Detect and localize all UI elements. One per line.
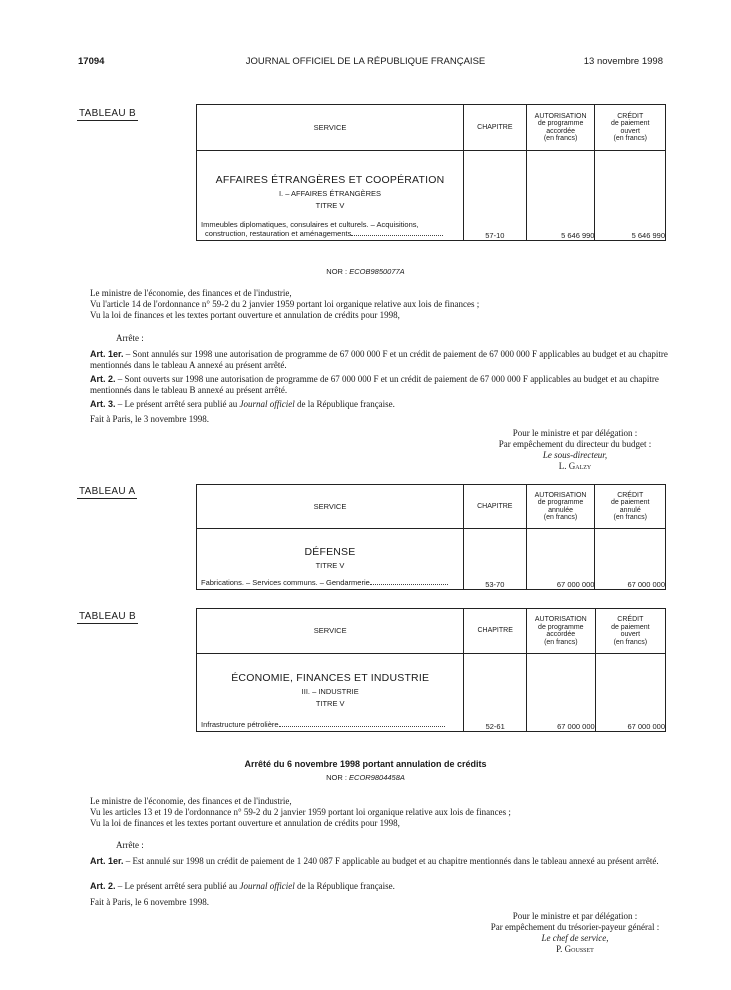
journal-title: JOURNAL OFFICIEL DE LA RÉPUBLIQUE FRANÇAISE	[245, 56, 486, 67]
col-chapitre-header: CHAPITRE	[463, 485, 526, 529]
decree2-intro-line: Le ministre de l'économie, des finances et de l'industrie,	[90, 796, 292, 806]
issue-date: 13 novembre 1998	[583, 56, 663, 67]
table3	[196, 608, 666, 732]
table3-service-cell	[197, 654, 464, 732]
decree2-intro-line: Vu les articles 13 et 19 de l'ordonnance n° 59-2 du 2 janvier 1959 portant loi organique relative aux lois de finances ;	[90, 807, 511, 817]
table2-item-line: Fabrications. – Services communs. – Gendarmerie	[197, 578, 463, 589]
table1-label: TABLEAU B	[79, 108, 136, 119]
decree1-signatory: L. Galzy	[558, 461, 592, 471]
table1-credit: 5 646 990	[595, 151, 666, 241]
decree1-art3: Art. 3. – Le présent arrêté sera publié au Journal officiel de la République française.	[90, 399, 395, 409]
decree2-art1: Art. 1er. – Est annulé sur 1998 un crédit de paiement de 1 240 087 F applicable au budget et au chapitre mentionnés dans le tableau annexé au présent arrêté.	[90, 856, 659, 866]
table1-subsection: I. – AFFAIRES ÉTRANGÈRES	[278, 189, 382, 198]
table3-section-title: ÉCONOMIE, FINANCES ET INDUSTRIE	[231, 672, 430, 684]
decree1-nor: NOR : ECOB9850077A	[326, 267, 405, 276]
col-chapitre-header: CHAPITRE	[464, 105, 527, 151]
table2-credit: 67 000 000	[595, 529, 666, 590]
decree2-nor: NOR : ECOR9804458A	[326, 773, 405, 782]
table1	[196, 104, 666, 241]
table1-item-line1: Immeubles diplomatiques, consulaires et culturels. – Acquisitions,	[201, 220, 419, 229]
col-service-header: SERVICE	[197, 485, 464, 529]
decree2-heading: Arrêté du 6 novembre 1998 portant annulation de crédits	[244, 759, 487, 769]
decree1-arrete: Arrête :	[116, 333, 144, 343]
decree1-fait: Fait à Paris, le 3 novembre 1998.	[90, 414, 209, 424]
table2-titre: TITRE V	[315, 561, 345, 570]
col-service-header: SERVICE	[197, 105, 464, 151]
table1-service-cell	[197, 151, 464, 241]
decree1-signature: Pour le ministre et par délégation : Par empêchement du directeur du budget : Le sous-directeur, L. Galzy	[450, 428, 700, 472]
decree1-intro-line: Vu la loi de finances et les textes portant ouverture et annulation de crédits pour 1998,	[90, 310, 400, 320]
table1-autorisation: 5 646 990	[526, 151, 595, 241]
col-chapitre-header: CHAPITRE	[464, 609, 527, 654]
table3-label: TABLEAU B	[79, 611, 136, 622]
decree2-fait: Fait à Paris, le 6 novembre 1998.	[90, 897, 209, 907]
col-service-header: SERVICE	[197, 609, 464, 654]
table3-chapitre: 52-61	[464, 654, 527, 732]
decree1-art1: Art. 1er. – Sont annulés sur 1998 une autorisation de programme de 67 000 000 F et un crédit de paiement de 67 000 000 F applicables au budget et au chapitre mentionnés dans le tableau A annexé au présent arrêté.	[90, 349, 668, 370]
table3-item-line: Infrastructure pétrolière	[197, 720, 463, 731]
table1-item-line2: construction, restauration et aménagements	[197, 229, 463, 240]
decree2-signatory: P. Gousset	[556, 944, 594, 954]
table2-chapitre: 53-70	[463, 529, 526, 590]
col-credit-header: CRÉDIT de paiement ouvert (en francs)	[595, 609, 665, 654]
table1-section-title: AFFAIRES ÉTRANGÈRES ET COOPÉRATION	[215, 174, 445, 186]
table2-label: TABLEAU A	[79, 486, 136, 497]
col-credit-header: CRÉDIT de paiement annulé (en francs)	[595, 485, 666, 529]
table3-subsection: III. – INDUSTRIE	[301, 687, 359, 696]
col-autorisation-header: AUTORISATION de programme annulée (en francs)	[526, 485, 595, 529]
decree2-arrete: Arrête :	[116, 840, 144, 850]
table2-section-title: DÉFENSE	[304, 546, 356, 558]
page-number: 17094	[78, 56, 105, 67]
decree2-art2: Art. 2. – Le présent arrêté sera publié au Journal officiel de la République française.	[90, 881, 395, 891]
table3-autorisation: 67 000 000	[526, 654, 595, 732]
table2-service-cell	[197, 529, 464, 590]
col-credit-header: CRÉDIT de paiement ouvert (en francs)	[595, 105, 666, 151]
decree1-art2: Art. 2. – Sont ouverts sur 1998 une autorisation de programme de 67 000 000 F et un crédit de paiement de 67 000 000 F applicables au budget et au chapitre mentionnés dans le tableau B annexé au présent arrêté.	[90, 374, 659, 395]
decree1-intro-line: Vu l'article 14 de l'ordonnance n° 59-2 du 2 janvier 1959 portant loi organique relative aux lois de finances ;	[90, 299, 480, 309]
decree2-intro	[90, 796, 694, 829]
table1-chapitre: 57-10	[464, 151, 527, 241]
decree2-signature: Pour le ministre et par délégation : Par empêchement du trésorier-payeur général : Le chef de service, P. Gousset	[440, 911, 710, 955]
table2	[196, 484, 666, 590]
table3-titre: TITRE V	[315, 699, 345, 708]
table3-credit: 67 000 000	[595, 654, 665, 732]
decree2-intro-line: Vu la loi de finances et les textes portant ouverture et annulation de crédits pour 1998,	[90, 818, 400, 828]
col-autorisation-header: AUTORISATION de programme accordée (en francs)	[526, 609, 595, 654]
col-autorisation-header: AUTORISATION de programme accordée (en francs)	[526, 105, 595, 151]
table2-autorisation: 67 000 000	[526, 529, 595, 590]
decree1-intro-line: Le ministre de l'économie, des finances et de l'industrie,	[90, 288, 292, 298]
table1-titre: TITRE V	[315, 201, 345, 210]
decree1-intro	[90, 288, 694, 321]
